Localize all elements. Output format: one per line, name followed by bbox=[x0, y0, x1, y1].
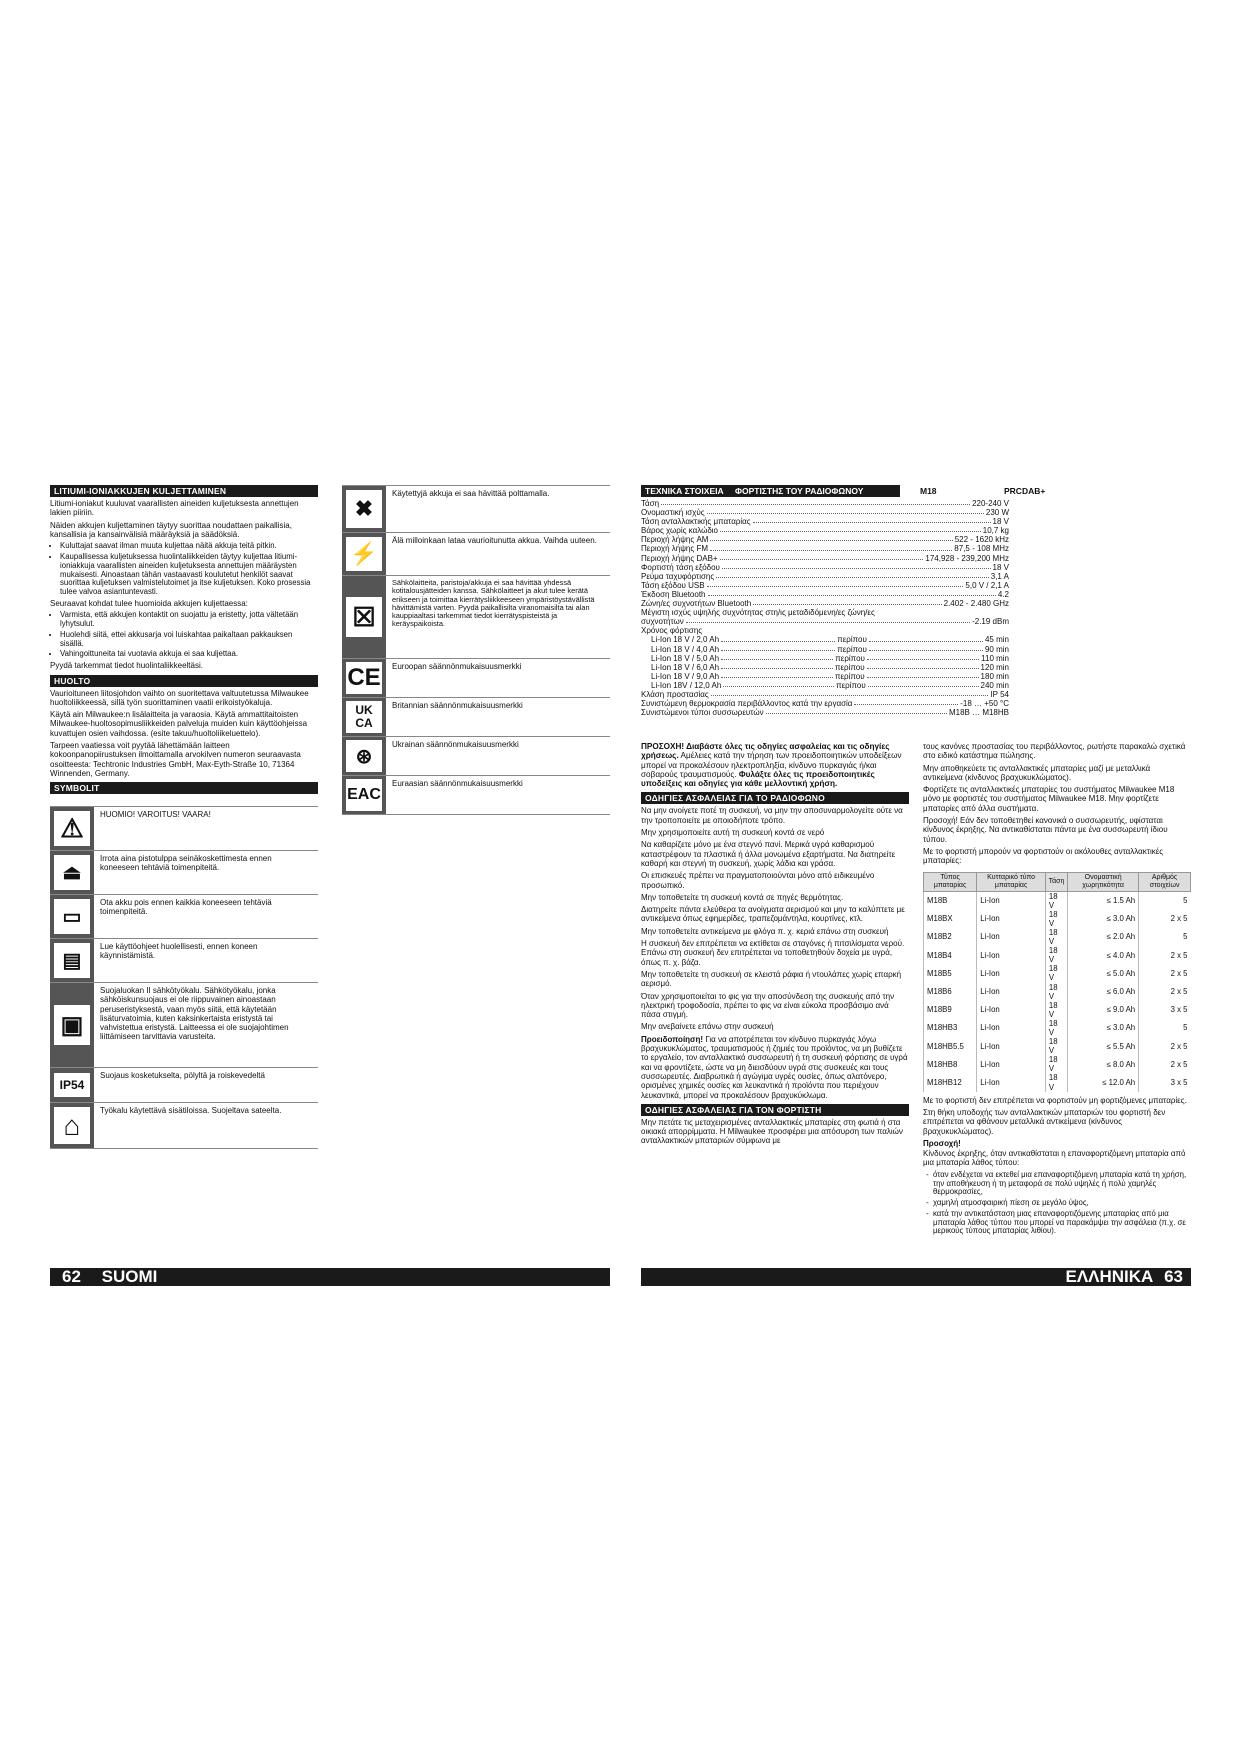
radio-safety-paragraphs bbox=[641, 806, 909, 1031]
spec-label: Li-Ion 18 V / 2,0 Ah bbox=[651, 635, 720, 645]
table-cell: 18 V bbox=[1045, 1019, 1067, 1037]
table-cell: M18B9 bbox=[924, 1001, 977, 1019]
spec-dots bbox=[720, 526, 981, 532]
table-row bbox=[924, 1037, 1191, 1055]
spec-row bbox=[641, 699, 1009, 708]
spec-label: Τάση bbox=[641, 499, 660, 508]
right-page bbox=[641, 485, 1191, 1236]
symbol-text: Älä milloinkaan lataa vaurioitunutta akkua. Vaihda uuteen. bbox=[392, 536, 597, 545]
symbol-text: Britannian säännönmukaisuusmerkki bbox=[392, 701, 523, 710]
spec-dots bbox=[854, 699, 958, 705]
table-cell: Li-Ion bbox=[977, 1073, 1046, 1091]
table-row bbox=[924, 1055, 1191, 1073]
spec-row bbox=[641, 581, 1009, 590]
spec-value: 18 V bbox=[992, 562, 1009, 572]
paragraph: Στη θήκη υποδοχής των ανταλλακτικών μπαταριών του φορτιστή δεν επιτρέπεται να φθάνουν μεταλλικά αντικείμενα (κίνδυνος βραχυκυκλώματος). bbox=[923, 1107, 1166, 1136]
table-cell: Li-Ion bbox=[977, 946, 1046, 964]
symbol-row bbox=[342, 533, 610, 576]
spec-value: 230 W bbox=[985, 508, 1009, 518]
spec-label: Φορτιστή τάση εξόδου bbox=[641, 562, 720, 572]
paragraph: Μην αποθηκεύετε τις ανταλλακτικές μπαταρίες μαζί με μεταλλικά αντικείμενα (κίνδυνος βραχυκυκλώματος). bbox=[923, 763, 1151, 782]
list-item: - κατά την αντικατάσταση μιας επαναφορτιζόμενης μπαταρίας από μια μπαταρία λάθος τύπου που μπορεί να παρακάμψει την ασφάλεια (π.χ. σε μερικούς τύπους μπαταρίας λιθίου). bbox=[933, 1210, 1191, 1236]
spec-approx: περίπου bbox=[836, 680, 866, 690]
footer-left bbox=[50, 1268, 610, 1286]
after-paragraphs bbox=[923, 1096, 1191, 1136]
symbols-list bbox=[50, 806, 318, 1149]
spec-dots bbox=[753, 517, 991, 523]
table-cell: 3 x 5 bbox=[1139, 1073, 1191, 1091]
page-number: 63 bbox=[1164, 1267, 1183, 1286]
spec-row bbox=[641, 708, 1009, 717]
symbol-row bbox=[50, 1103, 318, 1149]
spec-dots bbox=[711, 690, 989, 696]
table-cell: M18B4 bbox=[924, 946, 977, 964]
spec-dots bbox=[720, 554, 924, 560]
table-cell: ≤ 9.0 Ah bbox=[1068, 1001, 1139, 1019]
table-cell: M18HB12 bbox=[924, 1073, 977, 1091]
spec-dots bbox=[686, 617, 970, 623]
spec-title-bar bbox=[641, 485, 900, 497]
spec-value: 174,928 - 239,200 MHz bbox=[925, 553, 1009, 563]
ua-mark-icon: ⊛ bbox=[342, 737, 386, 775]
spec-label: συχνοτήτων bbox=[641, 617, 684, 627]
spec-dots bbox=[707, 508, 984, 514]
spec-row bbox=[641, 535, 1009, 544]
spec-value: 120 min bbox=[980, 662, 1009, 672]
spec-dots bbox=[721, 645, 835, 651]
table-row bbox=[924, 1001, 1191, 1019]
table-row bbox=[924, 910, 1191, 928]
spec-dots bbox=[707, 581, 964, 587]
symbol-text: Työkalu käytettävä sisätiloissa. Suojeltava sateelta. bbox=[100, 1106, 282, 1116]
table-cell: M18BX bbox=[924, 910, 977, 928]
spec-value: 90 min bbox=[984, 644, 1009, 654]
symbol-text: Ukrainan säännönmukaisuusmerkki bbox=[392, 740, 519, 749]
symbol-row bbox=[342, 737, 610, 776]
spec-dots bbox=[716, 572, 989, 578]
symbol-text: Suojaluokan II sähkötyökalu. Sähkötyökalu, jonka sähköiskunsuojaus ei ole riippuvainen ainoastaan peruseristyksestä, vaan myös siitä, että käytetään lisäturvatoimia, kuten kaksinkertaista eristystä tai vahvistettua eristystä. Laitteessa ei ole suojajohtimen liittämiseen tarvittavia varusteita. bbox=[100, 986, 289, 1042]
spec-value: 522 - 1620 kHz bbox=[954, 535, 1009, 545]
page-number: 62 bbox=[62, 1267, 81, 1286]
paragraph: τους κανόνες προστασίας του περιβάλλοντος, ρωτήστε παρακαλώ σχετικά στο ειδικό κατάστημα πώλησης. bbox=[923, 742, 1186, 761]
section-title: SYMBOLIT bbox=[50, 782, 318, 794]
spec-title: ΤΕΧΝΙΚΑ ΣΤΟΙΧΕΙΑ bbox=[645, 486, 724, 496]
table-cell: 18 V bbox=[1045, 983, 1067, 1001]
paragraph: Προσοχή! Εάν δεν τοποθετηθεί κανονικά ο συσσωρευτής, υφίσταται κίνδυνος έκρηξης. Να αντικαθίσταται πάντα με ένα συσσωρευτή ίδιου τύπου. bbox=[923, 816, 1168, 844]
spec-label: Li-Ion 18 V / 4,0 Ah bbox=[651, 644, 720, 654]
paragraph: Μην πετάτε τις μεταχειρισμένες ανταλλακτικές μπαταρίες στη φωτιά ή στα οικιακά απορρίμματα. Η Milwaukee προσφέρει μια απόσυρση των παλιών ανταλλακτικών μπαταριών σύμφωνα με bbox=[641, 1117, 903, 1146]
section-title: HUOLTO bbox=[50, 675, 318, 687]
section-title: ΟΔΗΓΙΕΣ ΑΣΦΑΛΕΙΑΣ ΓΙΑ ΤΟΝ ΦΟΡΤΙΣΤΗ bbox=[641, 1104, 909, 1116]
symbol-row bbox=[342, 486, 610, 533]
table-row bbox=[924, 1019, 1191, 1037]
paragraph: Μην τοποθετείτε αντικείμενα με φλόγα π. χ. κεριά επάνω στη συσκευή bbox=[641, 926, 889, 936]
table-header: Τάση bbox=[1045, 872, 1067, 891]
spec-dots bbox=[721, 635, 835, 641]
spec-row bbox=[641, 635, 1009, 644]
spec-row bbox=[641, 590, 1009, 599]
list-item: • Vahingoittuneita tai vuotavia akkuja ei saa kuljettaa. bbox=[60, 650, 318, 659]
battery-table bbox=[923, 872, 1191, 1092]
table-row bbox=[924, 964, 1191, 982]
table-cell: M18HB5.5 bbox=[924, 1037, 977, 1055]
footer-right bbox=[641, 1268, 1191, 1286]
ukca-mark-icon: UK CA bbox=[342, 698, 386, 736]
table-cell: ≤ 1.5 Ah bbox=[1068, 891, 1139, 910]
spec-dots bbox=[867, 663, 979, 669]
spec-subtitle: ΦΟΡΤΙΣΤΗΣ ΤΟΥ ΡΑΔΙΟΦΩΝΟΥ bbox=[735, 486, 864, 496]
spec-dots bbox=[721, 654, 833, 660]
spec-dots bbox=[721, 672, 833, 678]
table-cell: ≤ 5.0 Ah bbox=[1068, 964, 1139, 982]
symbol-text: Euraasian säännönmukaisuusmerkki bbox=[392, 779, 523, 788]
table-cell: 18 V bbox=[1045, 1001, 1067, 1019]
symbol-text: Lue käyttöohjeet huolellisesti, ennen koneen käynnistämistä. bbox=[100, 942, 258, 961]
manual-book-icon: ▤ bbox=[50, 939, 94, 982]
paragraph: Μην τοποθετείτε τη συσκευή σε κλειστά ράφια ή ντουλάπες χωρίς επαρκή αερισμό. bbox=[641, 969, 902, 989]
table-cell: M18B5 bbox=[924, 964, 977, 982]
bullet-list bbox=[50, 611, 318, 659]
paragraph: Käytä ain Milwaukee:n lisälaitteita ja varaosia. Käytä ammattitaitoisten Milwaukee-huoltosopimusliikkeiden palveluja muiden kuin käyttöohjeissa kuvattujen osien vaihdossa. (esite takuu/huoltoliikeluettelo). bbox=[50, 710, 308, 738]
table-cell: 18 V bbox=[1045, 946, 1067, 964]
table-row bbox=[924, 928, 1191, 946]
paragraph: Litiumi-ioniakut kuuluvat vaarallisten aineiden kuljetuksesta annettujen lakien piiriin. bbox=[50, 499, 299, 518]
paragraph: Μην τοποθετείτε τη συσκευή κοντά σε πηγές θερμότητας. bbox=[641, 892, 844, 902]
spec-row bbox=[641, 626, 1009, 635]
spec-label: Li-Ion 18V / 12,0 Ah bbox=[651, 680, 722, 690]
spec-value: 240 min bbox=[980, 680, 1009, 690]
spec-row bbox=[641, 526, 1009, 535]
spec-row bbox=[641, 554, 1009, 563]
spec-approx: περίπου bbox=[834, 671, 865, 681]
paragraph: Να μην ανοίγετε ποτέ τη συσκευή, να μην την αποσυναρμολογείτε ούτε να την τροποποιείτε με οποιοδήποτε τρόπο. bbox=[641, 806, 903, 825]
spec-row bbox=[641, 572, 1009, 581]
eac-mark-icon: EAC bbox=[342, 776, 386, 814]
paragraph: Μην ανεβαίνετε επάνω στην συσκευή bbox=[641, 1022, 774, 1032]
spec-header bbox=[641, 485, 1191, 497]
spec-label: Τάση εξόδου USB bbox=[641, 580, 705, 590]
spec-label: Περιοχή λήψης FM bbox=[641, 544, 709, 554]
spec-dots bbox=[722, 563, 991, 569]
table-header: Ονομαστική χωρητικότητα bbox=[1068, 872, 1139, 891]
caution-lead: Προειδοποίηση! bbox=[641, 1034, 704, 1044]
spec-label: Χρόνος φόρτισης bbox=[641, 626, 703, 636]
footer-language: ΕΛΛΗΝΙΚΑ bbox=[1065, 1267, 1154, 1286]
spec-label: Συνιστώμενοι τύποι συσσωρευτών bbox=[641, 708, 764, 718]
spec-value: 2.402 - 2.480 GHz bbox=[943, 599, 1009, 609]
table-cell: Li-Ion bbox=[977, 1037, 1046, 1055]
table-cell: ≤ 8.0 Ah bbox=[1068, 1055, 1139, 1073]
paragraph: Vaurioituneen liitosjohdon vaihto on suoritettava valtuutetussa Milwaukee huoltoliikkeessä, sillä työn suorittaminen vaatii erikoistyökaluja. bbox=[50, 688, 309, 707]
paragraph: Seuraavat kohdat tulee huomioida akkujen kuljettaessa: bbox=[50, 598, 248, 608]
spec-label: Ζώνη/ες συχνοτήτων Bluetooth bbox=[641, 599, 752, 609]
spec-col-model: M18 bbox=[920, 486, 937, 496]
table-header: Τύπος μπαταρίας bbox=[924, 872, 977, 891]
spec-value: 18 V bbox=[992, 517, 1009, 527]
table-cell: M18HB8 bbox=[924, 1055, 977, 1073]
spec-col-product: PRCDAB+ bbox=[1004, 486, 1046, 496]
no-charge-damaged-icon: ⚡ bbox=[342, 533, 386, 575]
symbol-row bbox=[50, 983, 318, 1068]
spec-label: Li-Ion 18 V / 9,0 Ah bbox=[651, 671, 720, 681]
paragraph: Μην χρησιμοποιείτε αυτή τη συσκευή κοντά σε νερό bbox=[641, 828, 825, 838]
table-cell: ≤ 12.0 Ah bbox=[1068, 1073, 1139, 1091]
warning-block bbox=[641, 742, 909, 788]
table-cell: 18 V bbox=[1045, 1055, 1067, 1073]
table-cell: M18B6 bbox=[924, 983, 977, 1001]
paragraph: Pyydä tarkemmat tiedot huolintaliikkeeltäsi. bbox=[50, 661, 203, 671]
warning-bold: Φυλάξτε όλες τις προειδοποιητικές υποδείξεις και οδηγίες για κάθε μελλοντική χρήση. bbox=[641, 769, 875, 789]
table-cell: ≤ 3.0 Ah bbox=[1068, 910, 1139, 928]
spec-label: Συνιστώμενη θερμοκρασία περιβάλλοντος κατά την εργασία bbox=[641, 699, 853, 709]
symbol-row bbox=[342, 576, 610, 659]
paragraph: Οι επισκευές πρέπει να πραγματοποιούνται μόνο από ειδικευμένο προσωπικό. bbox=[641, 871, 875, 890]
table-cell: 18 V bbox=[1045, 891, 1067, 910]
spec-label: Ρεύμα ταχυφόρτισης bbox=[641, 571, 715, 581]
table-cell: Li-Ion bbox=[977, 891, 1046, 910]
paragraph: Tarpeen vaatiessa voit pyytää lähettämään laitteen kokoonpanopiirustuksen ilmoittamalla arvokilven numeron seuraavasta osoitteesta: Techtronic Industries GmbH, Max-Eyth-Straße 10, 71364 Winnenden, Germany. bbox=[50, 741, 301, 778]
spec-row bbox=[641, 681, 1009, 690]
table-row bbox=[924, 946, 1191, 964]
spec-dots bbox=[868, 681, 979, 687]
caution-body: Για να αποτρέπεται τον κίνδυνο πυρκαγιάς λόγω βραχυκυκλώματος, τραυματισμούς ή ζημιές του προϊόντος, να μη βυθίζετε το εργαλείο, τον ανταλλακτικό συσσωρευτή ή τη συσκευή φόρτισης σε υγρά και να φροντίζετε, ώστε να μη διεισδύουν υγρά στις συσκευές και τους συσσωρευτές. Διαβρωτικά ή αγώγιμα υγρές ουσίες, όπως αλατόνερο, ορισμένες χημικές ουσίες και λευκαντικά ή προϊόντα που περιέχουν λευκαντικά, μπορεί να προκαλέσουν βραχυκύκλωμα. bbox=[641, 1034, 908, 1100]
spec-value: 3,1 A bbox=[990, 571, 1009, 581]
list-item: - όταν ενδέχεται να εκτεθεί μια επαναφορτιζόμενη μπαταρία κατά τη χρήση, την αποθήκευση ή τη μεταφορά σε πολύ υψηλές ή πολύ χαμηλές θερμοκρασίες, bbox=[933, 1171, 1191, 1197]
footer-language: SUOMI bbox=[101, 1267, 158, 1286]
spec-value: 5,0 V / 2,1 A bbox=[965, 580, 1009, 590]
symbol-text: Irrota aina pistotulppa seinäkoskettimesta ennen koneeseen tehtäviä toimenpiteitä. bbox=[100, 854, 272, 873]
paragraph: Η συσκευή δεν επιτρέπεται να εκτίθεται σε σταγόνες ή πιτσιλίσματα νερού. Επάνω στη συσκευή δεν επιτρέπεται να τοποθετηθούν δοχεία με υγρά, όπως π. χ. βάζα. bbox=[641, 939, 905, 967]
spec-label: Μέγιστη ισχύς υψηλής συχνότητας στη/ις μεταδιδόμενη/ες ζώνη/ες bbox=[641, 608, 875, 618]
spec-dots bbox=[869, 645, 983, 651]
spec-value: -18 … +50 °C bbox=[960, 699, 1009, 709]
paragraph: Φορτίζετε τις ανταλλακτικές μπαταρίες του συστήματος Milwaukee M18 μόνο με φορτιστές του συστήματος Milwaukee M18. Μην φορτίζετε μπαταρίες από άλλα συστήματα. bbox=[923, 785, 1175, 813]
spec-label: Τάση ανταλλακτικής μπαταρίας bbox=[641, 517, 751, 527]
table-row bbox=[924, 1073, 1191, 1091]
symbol-row bbox=[50, 851, 318, 895]
table-row bbox=[924, 891, 1191, 910]
caution-body: Κίνδυνος έκρηξης, όταν αντικαθίσταται η επαναφορτιζόμενη μπαταρία από μια μπαταρία λάθος τύπου: bbox=[923, 1149, 1186, 1168]
spec-dots bbox=[710, 535, 952, 541]
paragraph: Με το φορτιστή δεν επιτρέπεται να φορτιστούν μη φορτιζόμενες μπαταρίες. bbox=[923, 1095, 1187, 1105]
spec-value: 10,7 kg bbox=[982, 526, 1009, 536]
spec-approx: περίπου bbox=[834, 662, 865, 672]
table-cell: 18 V bbox=[1045, 1037, 1067, 1055]
list-item: - χαμηλή ατμοσφαιρική πίεση σε μεγάλο ύψος, bbox=[933, 1199, 1191, 1208]
spec-value: 110 min bbox=[981, 653, 1009, 663]
spec-approx: περίπου bbox=[835, 653, 865, 663]
table-cell: 3 x 5 bbox=[1139, 1001, 1191, 1019]
symbol-row bbox=[342, 776, 610, 815]
spec-value: M18B … M18HB bbox=[948, 708, 1009, 718]
table-cell: Li-Ion bbox=[977, 928, 1046, 946]
spec-row bbox=[641, 663, 1009, 672]
spec-approx: περίπου bbox=[837, 635, 867, 645]
spec-row bbox=[641, 645, 1009, 654]
table-cell: ≤ 6.0 Ah bbox=[1068, 983, 1139, 1001]
symbol-text: Suojaus kosketukselta, pölyltä ja roiskevedeltä bbox=[100, 1071, 265, 1081]
table-cell: Li-Ion bbox=[977, 910, 1046, 928]
table-cell: Li-Ion bbox=[977, 1001, 1046, 1019]
paragraph: Διατηρείτε πάντα ελεύθερα τα ανοίγματα αερισμού και μην τα καλύπτετε με αντικείμενα όπως εφημερίδες, τραπεζομάντηλα, κουρτίνες, κτλ. bbox=[641, 905, 905, 924]
caution-paragraph bbox=[641, 1035, 909, 1100]
warning-triangle-icon: ⚠ bbox=[50, 807, 94, 850]
paragraph: Näiden akkujen kuljettaminen täytyy suorittaa noudattaen paikallisia, kansallisia ja kansainvälisiä määräyksiä ja säädöksiä. bbox=[50, 520, 292, 539]
spec-dots bbox=[766, 708, 947, 714]
weee-bin-icon: ☒ bbox=[342, 576, 386, 658]
spec-dots bbox=[661, 499, 970, 505]
spec-row bbox=[641, 499, 1009, 508]
spec-row bbox=[641, 544, 1009, 553]
left-column-2 bbox=[342, 485, 610, 815]
spec-value: 220-240 V bbox=[972, 499, 1009, 508]
class2-square-icon: ▣ bbox=[50, 983, 94, 1067]
spec-dots bbox=[867, 672, 979, 678]
table-cell: Li-Ion bbox=[977, 1055, 1046, 1073]
table-cell: 5 bbox=[1139, 928, 1191, 946]
symbol-text: Sähkölaitteita, paristoja/akkuja ei saa hävittää yhdessä kotitalousjätteiden kanssa. Sähkölaitteet ja akut tulee kerätä erikseen ja toimittaa kierrätysliikkeeseen ympäristöystävällistä hävittämistä varten. Pyydä paikallisilta viranomaisilta tai alan kauppiaaltasi tarkemmat tiedot kierrätyspisteistä ja keräyspaikoista. bbox=[392, 578, 595, 629]
symbol-row bbox=[50, 1068, 318, 1103]
spec-dots bbox=[867, 654, 979, 660]
table-cell: M18B2 bbox=[924, 928, 977, 946]
list-item: • Kaupallisessa kuljetuksessa huolintaliikkeiden täytyy kuljettaa litiumi-ioniakkuja vaarallisten aineiden kuljetuksesta annettujen määräysten mukaisesti. Ainoastaan tähän vastaavasti koulutetut henkilöt saavat suorittaa kuljetuksen valmistelutoimet ja itse kuljetuksen. Koko prosessia tulee valvoa asiantuntevasti. bbox=[60, 553, 318, 597]
symbol-row bbox=[342, 698, 610, 737]
section-title: LITIUMI-IONIAKKUJEN KULJETTAMINEN bbox=[50, 485, 318, 497]
list-item: • Huolehdi siitä, ettei akkusarja voi luiskahtaa paikaltaan pakkauksen sisällä. bbox=[60, 631, 318, 649]
unplug-icon: ⏏ bbox=[50, 851, 94, 894]
spec-row bbox=[641, 608, 1009, 617]
spec-dots bbox=[753, 599, 941, 605]
paragraph: Να καθαρίζετε μόνο με ένα στεγνό πανί. Μερικά υγρά καθαρισμού καταστρέφουν τα πλαστικά ή άλλα μονωμένα εξαρτήματα. Να διατηρείτε καθαρή και στεγνή τη συσκευή, χωρίς λάδια και γράσα. bbox=[641, 840, 896, 868]
spec-value: -2.19 dBm bbox=[972, 617, 1009, 627]
spec-row bbox=[641, 563, 1009, 572]
ce-mark-icon: CE bbox=[342, 659, 386, 697]
table-cell: ≤ 3.0 Ah bbox=[1068, 1019, 1139, 1037]
ip54-label-icon: IP54 bbox=[50, 1068, 94, 1102]
table-cell: 2 x 5 bbox=[1139, 910, 1191, 928]
symbol-text: Ota akku pois ennen kaikkia koneeseen tehtäviä toimenpiteitä. bbox=[100, 898, 272, 917]
table-cell: M18HB3 bbox=[924, 1019, 977, 1037]
table-cell: 2 x 5 bbox=[1139, 983, 1191, 1001]
spec-label: Li-Ion 18 V / 5,0 Ah bbox=[651, 653, 720, 663]
spec-value: 87,5 - 108 MHz bbox=[954, 544, 1009, 554]
spec-row bbox=[641, 508, 1009, 517]
spec-label: Li-Ion 18 V / 6,0 Ah bbox=[651, 662, 720, 672]
spec-label: Βάρος χωρίς καλώδιο bbox=[641, 526, 719, 536]
table-header: Κυτταρικό τύπο μπαταρίας bbox=[977, 872, 1046, 891]
table-cell: 2 x 5 bbox=[1139, 946, 1191, 964]
list-item: • Varmista, että akkujen kontaktit on suojattu ja eristetty, jotta vältetään lyhytsulut. bbox=[60, 611, 318, 629]
table-cell: 5 bbox=[1139, 891, 1191, 910]
spec-dots bbox=[723, 681, 834, 687]
spec-dots bbox=[710, 544, 952, 550]
charger-paragraphs bbox=[923, 742, 1191, 866]
spec-row bbox=[641, 617, 1009, 626]
spec-row bbox=[641, 654, 1009, 663]
no-fire-battery-icon: ✖ bbox=[342, 486, 386, 532]
bullet-list bbox=[50, 542, 318, 597]
spec-label: Περιοχή λήψης DAB+ bbox=[641, 553, 718, 563]
symbol-row bbox=[50, 807, 318, 851]
symbol-row bbox=[342, 659, 610, 698]
table-cell: Li-Ion bbox=[977, 983, 1046, 1001]
table-row bbox=[924, 983, 1191, 1001]
table-cell: M18B bbox=[924, 891, 977, 910]
house-indoor-icon: ⌂ bbox=[50, 1103, 94, 1148]
left-column-1 bbox=[50, 485, 318, 1149]
spec-row bbox=[641, 599, 1009, 608]
warning-lead: ΠΡΟΣΟΧΗ! Διαβάστε όλες τις οδηγίες ασφαλείας και τις οδηγίες χρήσεως. bbox=[641, 742, 890, 761]
symbol-text: HUOMIO! VAROITUS! VAARA! bbox=[100, 810, 211, 820]
table-cell: 2 x 5 bbox=[1139, 1055, 1191, 1073]
table-cell: ≤ 2.0 Ah bbox=[1068, 928, 1139, 946]
spec-label: Περιοχή λήψης AM bbox=[641, 535, 709, 545]
spec-dots bbox=[708, 590, 996, 596]
caution-title: Προσοχή! bbox=[923, 1138, 961, 1148]
spec-value: IP 54 bbox=[990, 689, 1009, 699]
spec-approx: περίπου bbox=[837, 644, 867, 654]
table-cell: 5 bbox=[1139, 1019, 1191, 1037]
symbol-row bbox=[50, 895, 318, 939]
spec-label: Κλάση προστασίας bbox=[641, 689, 709, 699]
symbol-text: Käytettyjä akkuja ei saa hävittää polttamalla. bbox=[392, 489, 550, 498]
right-column-1 bbox=[641, 740, 909, 1149]
spec-label: Έκδοση Bluetooth bbox=[641, 589, 706, 599]
warning-body: Αμέλειες κατά την τήρηση των προειδοποιητικών υποδείξεων μπορεί να προκαλέσουν ηλεκτροπληξία, κίνδυνο πυρκαγιάς ή/και σοβαρούς τραυματισμούς. bbox=[641, 751, 902, 779]
bullet-list bbox=[923, 1171, 1191, 1237]
section-title: ΟΔΗΓΙΕΣ ΑΣΦΑΛΕΙΑΣ ΓΙΑ ΤΟ ΡΑΔΙΟΦΩΝΟ bbox=[641, 792, 909, 804]
spec-value: 180 min bbox=[980, 671, 1009, 681]
table-cell: ≤ 4.0 Ah bbox=[1068, 946, 1139, 964]
table-cell: Li-Ion bbox=[977, 1019, 1046, 1037]
table-cell: ≤ 5.5 Ah bbox=[1068, 1037, 1139, 1055]
table-header: Αριθμός στοιχείων bbox=[1139, 872, 1191, 891]
spec-table bbox=[641, 499, 1009, 717]
spec-value: 4.2 bbox=[997, 589, 1009, 599]
spec-row bbox=[641, 672, 1009, 681]
list-item: • Kuluttajat saavat ilman muuta kuljettaa näitä akkuja teitä pitkin. bbox=[60, 542, 318, 551]
right-column-2 bbox=[923, 740, 1191, 1238]
table-cell: 18 V bbox=[1045, 964, 1067, 982]
symbol-row bbox=[50, 939, 318, 983]
spec-label: Ονομαστική ισχύς bbox=[641, 508, 705, 518]
spec-dots bbox=[869, 635, 983, 641]
table-cell: Li-Ion bbox=[977, 964, 1046, 982]
paragraph: Με το φορτιστή μπορούν να φορτιστούν οι ακόλουθες ανταλλακτικές μπαταρίες: bbox=[923, 846, 1164, 866]
table-cell: 2 x 5 bbox=[1139, 964, 1191, 982]
spec-row bbox=[641, 690, 1009, 699]
table-cell: 18 V bbox=[1045, 910, 1067, 928]
spec-row bbox=[641, 517, 1009, 526]
symbol-text: Euroopan säännönmukaisuusmerkki bbox=[392, 662, 522, 671]
battery-remove-icon: ▭ bbox=[50, 895, 94, 938]
paragraph: Όταν χρησιμοποιείται το φις για την αποσύνδεση της συσκευής από την ηλεκτρική τροφοδοσία, πρέπει το φις να είναι εύκολα προσβάσιμο ανά πάσα στιγμή. bbox=[641, 991, 895, 1020]
table-cell: 18 V bbox=[1045, 1073, 1067, 1091]
spec-value: 45 min bbox=[984, 635, 1009, 645]
table-cell: 2 x 5 bbox=[1139, 1037, 1191, 1055]
table-cell: 18 V bbox=[1045, 928, 1067, 946]
spec-dots bbox=[721, 663, 833, 669]
